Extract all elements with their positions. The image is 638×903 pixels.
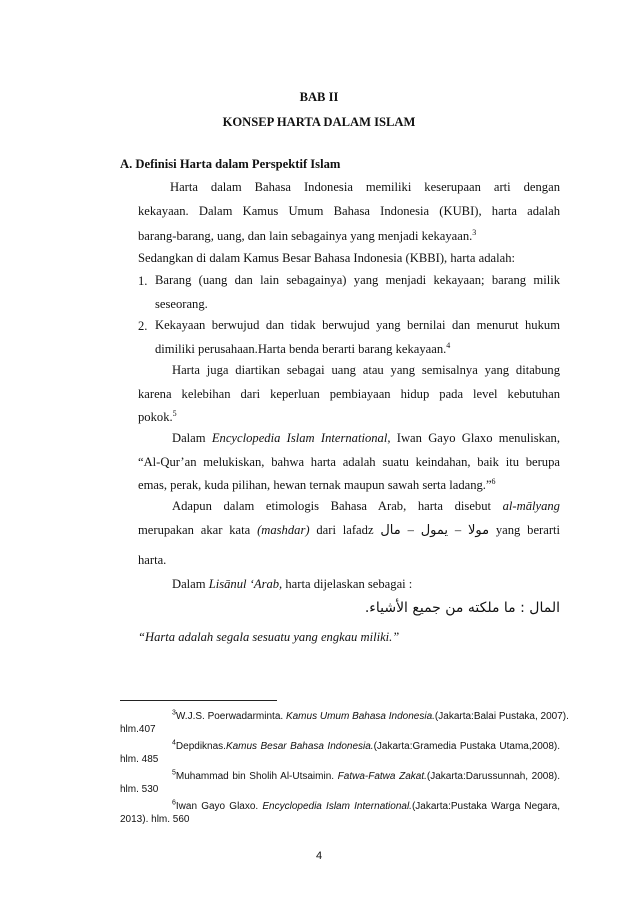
page-number: 4 xyxy=(315,850,323,862)
footnote-ref: 6 xyxy=(491,476,496,486)
dash: – xyxy=(454,523,462,537)
paragraph-line: karena kelebihan dari keperluan pembiayaan hidup pada level kebutuhan xyxy=(138,387,560,401)
paragraph-line xyxy=(138,523,560,538)
dash: – xyxy=(407,523,414,537)
list-item-line: seseorang. xyxy=(155,297,208,311)
paragraph-text: harta dijelaskan sebagai : xyxy=(285,577,413,591)
arabic-word: مولا xyxy=(467,523,490,538)
footnote-number: 6 xyxy=(172,799,176,807)
paragraph-line xyxy=(172,499,560,514)
arabic-word: يمول xyxy=(420,523,448,538)
footnote-cont: 2013). hlm. 560 xyxy=(120,814,190,825)
arabic-quote: المال : ما ملكته من جميع الأشياء. xyxy=(364,600,560,616)
footnote-text: Muhammad bin Sholih Al-Utsaimin. xyxy=(175,771,335,782)
paragraph-line xyxy=(172,576,412,592)
footnote-separator xyxy=(120,700,277,701)
footnote-ref: 4 xyxy=(446,340,451,350)
paragraph-line: Sedangkan di dalam Kamus Besar Bahasa Indonesia (KBBI), harta adalah: xyxy=(138,251,515,265)
paragraph-text: merupakan akar kata xyxy=(138,523,251,537)
footnote-text: (Jakarta:Balai Pustaka, 2007). xyxy=(434,711,569,722)
paragraph-line xyxy=(138,228,476,244)
paragraph-text: Adapun dalam etimologis Bahasa Arab, harta disebut xyxy=(172,499,491,513)
paragraph-text: emas, perak, kuda pilihan, hewan ternak maupun sawah serta ladang.” xyxy=(138,478,492,492)
paragraph-line: kekayaan. Dalam Kamus Umum Bahasa Indonesia (KUBI), harta adalah xyxy=(138,204,560,218)
footnote-text: W.J.S. Poerwadarminta. xyxy=(175,711,284,722)
footnote-title: Fatwa-Fatwa Zakat. xyxy=(337,771,427,782)
paragraph-text: , Iwan Gayo Glaxo menuliskan, xyxy=(387,431,560,445)
footnote-title: Kamus Besar Bahasa Indonesia. xyxy=(225,741,374,752)
footnote-cont: hlm. 530 xyxy=(120,784,159,795)
footnote-line xyxy=(172,770,560,783)
footnote-line xyxy=(172,800,560,813)
arabic-term: al-mālyang xyxy=(502,499,560,513)
term-mashdar: (mashdar) xyxy=(257,523,310,537)
paragraph-line xyxy=(172,431,560,446)
paragraph-text: Dalam xyxy=(172,431,206,445)
footnote-number: 4 xyxy=(172,739,176,747)
paragraph-text: barang-barang, uang, dan lain sebagainya yang menjadi kekayaan. xyxy=(138,229,473,243)
footnote-cont: hlm. 485 xyxy=(120,754,159,765)
footnote-title: Encyclopedia Islam International. xyxy=(262,801,412,812)
section-heading: A. Definisi Harta dalam Perspektif Islam xyxy=(120,157,341,171)
footnote-line xyxy=(172,709,569,723)
book-title: Lisānul ‘Arab, xyxy=(208,577,283,591)
footnote-text: (Jakarta:Pustaka Warga Negara, xyxy=(411,801,561,812)
footnote-text: (Jakarta:Gramedia Pustaka Utama,2008). xyxy=(373,741,560,752)
paragraph-text: Dalam xyxy=(172,577,206,591)
paragraph-text: yang berarti xyxy=(495,523,561,537)
paragraph-line: “Al-Qur’an melukiskan, bahwa harta adalah suatu keindahan, baik itu berupa xyxy=(138,455,560,469)
footnote-ref: 3 xyxy=(472,227,477,237)
chapter-label: BAB II xyxy=(299,90,339,104)
arabic-word: مال xyxy=(380,523,401,538)
footnote-cont: hlm.407 xyxy=(120,724,156,735)
list-number: 2. xyxy=(138,319,148,333)
footnote-line xyxy=(172,740,560,753)
paragraph-line: Harta dalam Bahasa Indonesia memiliki keserupaan arti dengan xyxy=(170,180,560,194)
book-title: Encyclopedia Islam International xyxy=(211,431,388,445)
chapter-title: KONSEP HARTA DALAM ISLAM xyxy=(222,115,416,129)
paragraph-line: harta. xyxy=(138,553,167,567)
footnote-number: 5 xyxy=(172,769,176,777)
paragraph-line: Harta juga diartikan sebagai uang atau yang semisalnya yang ditabung xyxy=(172,363,560,377)
list-item-text: dimiliki perusahaan.Harta benda berarti barang kekayaan. xyxy=(155,342,447,356)
paragraph-text: dari lafadz xyxy=(316,523,374,537)
list-item-line xyxy=(155,341,450,357)
list-item-line: Barang (uang dan lain sebagainya) yang menjadi kekayaan; barang milik xyxy=(155,273,560,287)
footnote-text: (Jakarta:Darussunnah, 2008). xyxy=(426,771,561,782)
translation-quote: “Harta adalah segala sesuatu yang engkau miliki.” xyxy=(138,630,400,644)
paragraph-line xyxy=(138,477,496,493)
list-number: 1. xyxy=(138,274,148,288)
paragraph-line xyxy=(138,409,177,425)
list-item-line: Kekayaan berwujud dan tidak berwujud yang bernilai dan menurut hukum xyxy=(155,318,560,332)
footnote-number: 3 xyxy=(172,709,176,717)
footnote-text: Iwan Gayo Glaxo. xyxy=(175,801,259,812)
footnote-title: Kamus Umum Bahasa Indonesia. xyxy=(285,711,435,722)
footnote-ref: 5 xyxy=(172,408,177,418)
footnote-text: Depdiknas. xyxy=(175,741,226,752)
paragraph-text: pokok. xyxy=(138,410,173,424)
